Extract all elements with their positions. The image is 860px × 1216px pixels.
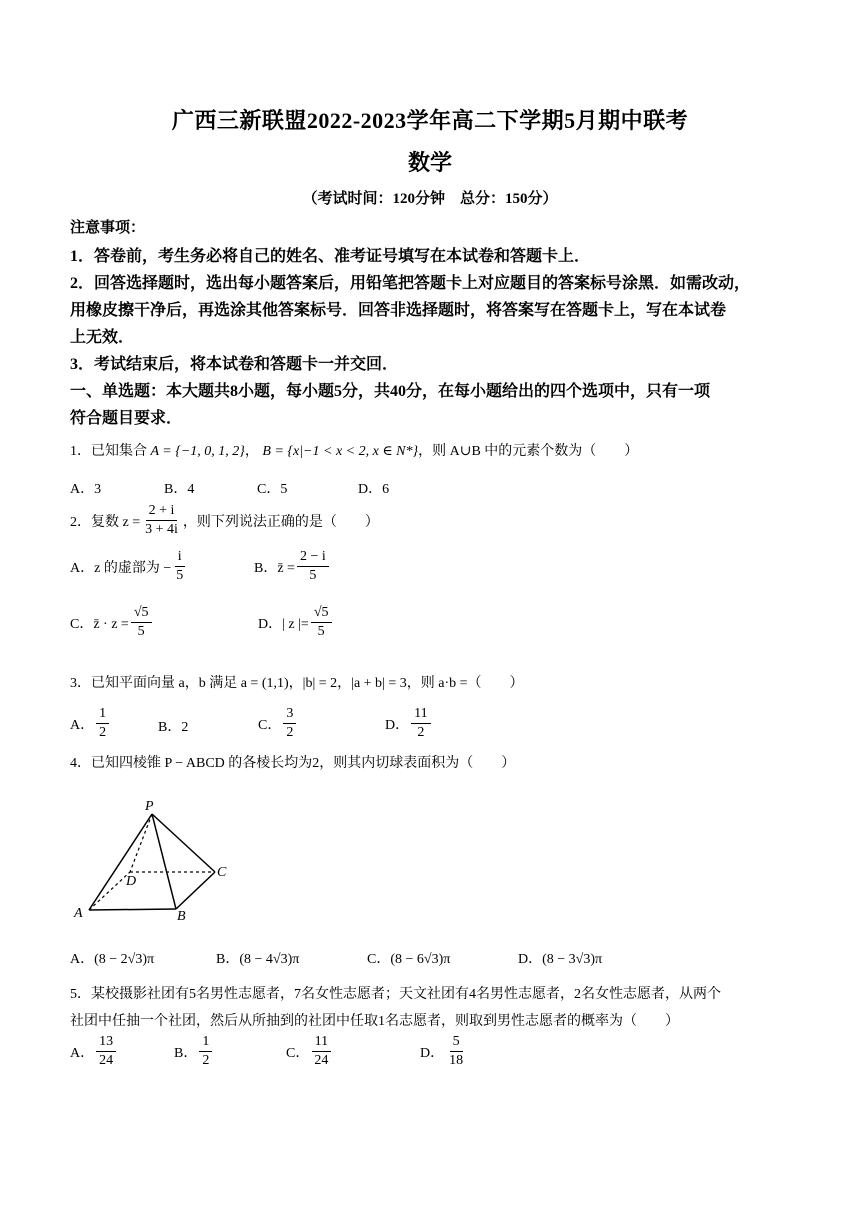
q4-option-a: A．(8 − 2√3)π [70, 952, 155, 967]
q5-option-d-den: 18 [449, 1053, 464, 1068]
q2-option-a [70, 548, 188, 585]
edge-pb [152, 814, 176, 909]
q3-option-a-den: 2 [99, 725, 107, 740]
note-item-3: 3．考试结束后，将本试卷和答题卡一并交回． [70, 356, 399, 373]
exam-info: （考试时间：120分钟 总分：150分） [302, 191, 558, 207]
q3-option-a-fraction [96, 705, 109, 742]
note-item-2-line2: 用橡皮擦干净后，再选涂其他答案标号．回答非选择题时，将答案写在答题卡上，写在本试卷 [70, 302, 727, 319]
q3-option-c-den: 2 [286, 725, 294, 740]
q2-option-c-num: √5 [131, 604, 152, 623]
q5-option-c [286, 1033, 333, 1070]
q1-option-c: C．5 [257, 482, 288, 497]
q2-option-c-fraction [131, 604, 152, 641]
q5-option-c-fraction [311, 1033, 331, 1070]
edge-bc [176, 872, 215, 909]
page-title: 广西三新联盟2022-2023学年高二下学期5月期中联考 [171, 108, 689, 133]
q5-option-b [174, 1033, 214, 1070]
q3-option-b: B．2 [158, 720, 189, 735]
q2-option-d-num: √5 [311, 604, 332, 623]
q2-prefix: 2．复数 z = [70, 514, 141, 530]
q2-option-c-text: C．z̄ · z = [70, 616, 129, 632]
q1-option-a: A．3 [70, 482, 102, 497]
subject-title: 数学 [407, 150, 452, 175]
q5-option-a-label: A． [70, 1045, 95, 1061]
q5-option-c-num: 11 [312, 1033, 331, 1052]
q2-option-a-text: A．z 的虚部为 − [70, 560, 172, 576]
q3-option-d-den: 2 [417, 725, 425, 740]
note-item-2-line3: 上无效． [70, 329, 135, 346]
q4-option-b: B．(8 − 4√3)π [216, 952, 300, 967]
q4-option-d: D．(8 − 3√3)π [518, 952, 603, 967]
q2-option-c [70, 604, 154, 641]
q5-option-b-den: 2 [202, 1053, 210, 1068]
q5-option-c-den: 24 [314, 1053, 329, 1068]
question-3: 3．已知平面向量 a，b 满足 a = (1,1)，|b| = 2，|a + b| = 3，则 a·b =（ ） [70, 676, 524, 691]
q1-set-b: B = {x|−1 < x < 2, x ∈ N*} [262, 444, 419, 459]
question-2 [70, 502, 379, 539]
q1-option-b: B．4 [164, 482, 195, 497]
q1-suffix: ，则 A∪B 中的元素个数为（ ） [418, 444, 639, 459]
q5-option-d-num: 5 [450, 1033, 463, 1052]
q5-option-d-label: D． [420, 1045, 445, 1061]
edge-pa [89, 814, 152, 910]
q3-option-c [258, 705, 298, 742]
q5-option-d-fraction [446, 1033, 466, 1070]
note-item-1: 1．答卷前，考生务必将自己的姓名、准考证号填写在本试卷和答题卡上． [70, 248, 591, 265]
q3-option-d-num: 11 [411, 705, 430, 724]
question-5-line2: 社团中任抽一个社团，然后从所抽到的社团中任取1名志愿者，则取到男性志愿者的概率为（ ） [70, 1014, 679, 1029]
q2-option-a-den: 5 [176, 568, 184, 583]
vertex-label-b: B [177, 909, 186, 922]
q2-option-d-fraction [311, 604, 332, 641]
q5-option-a [70, 1033, 118, 1070]
q2-option-a-num: i [175, 548, 185, 567]
q5-option-d [420, 1033, 468, 1070]
question-4: 4．已知四棱锥 P − ABCD 的各棱长均为2，则其内切球表面积为（ ） [70, 756, 516, 771]
q1-set-a: A = {−1, 0, 1, 2} [150, 444, 245, 459]
q3-option-d-label: D． [385, 717, 410, 733]
question-1: 1．已知集合 A = {−1, 0, 1, 2}， B = {x|−1 < x < 2, x ∈ N*}，则 A∪B 中的元素个数为（ ） [70, 444, 639, 459]
vertex-label-c: C [217, 865, 227, 880]
q2-fraction [142, 502, 181, 539]
q2-option-d-text: D．| z |= [258, 616, 309, 632]
q3-option-a-label: A． [70, 717, 95, 733]
q2-den: 3 + 4i [145, 522, 178, 537]
q1-prefix: 1．已知集合 [70, 444, 147, 459]
q5-option-a-den: 24 [99, 1053, 114, 1068]
q5-option-b-label: B． [174, 1045, 198, 1061]
vertex-label-p: P [145, 799, 154, 814]
q3-option-d-fraction [411, 705, 430, 742]
q2-option-a-fraction [173, 548, 186, 585]
q3-option-c-fraction [283, 705, 296, 742]
q3-option-c-num: 3 [283, 705, 296, 724]
q3-option-c-label: C． [258, 717, 282, 733]
q5-option-b-fraction [199, 1033, 212, 1070]
notes-heading: 注意事项： [70, 220, 146, 236]
q5-option-a-num: 13 [96, 1033, 116, 1052]
note-item-2-line1: 2．回答选择题时，选出每小题答案后，用铅笔把答题卡上对应题目的答案标号涂黑．如需改动， [70, 275, 751, 292]
q2-option-b-fraction [297, 548, 329, 585]
q2-option-b [254, 548, 331, 585]
vertex-label-d: D [126, 874, 137, 889]
q2-suffix: ，则下列说法正确的是（ ） [182, 514, 379, 530]
q5-option-b-num: 1 [199, 1033, 212, 1052]
q2-option-b-num: 2 − i [297, 548, 329, 567]
section-heading-line2: 符合题目要求． [70, 410, 183, 427]
q2-option-b-text: B．z̄ = [254, 560, 295, 576]
vertex-label-a: A [74, 906, 83, 921]
q2-option-d [258, 604, 334, 641]
q2-option-d-den: 5 [317, 624, 325, 639]
q3-option-a-num: 1 [96, 705, 109, 724]
q2-option-c-den: 5 [137, 624, 145, 639]
q5-option-c-label: C． [286, 1045, 310, 1061]
section-heading-line1: 一、单选题：本大题共8小题，每小题5分，共40分，在每小题给出的四个选项中，只有一项 [70, 383, 711, 400]
edge-pc [152, 814, 215, 872]
q2-option-b-den: 5 [309, 568, 317, 583]
q5-option-a-fraction [96, 1033, 116, 1070]
question-5-line1: 5．某校摄影社团有5名男性志愿者，7名女性志愿者；天文社团有4名男性志愿者，2名女性志愿者，从两个 [70, 987, 721, 1002]
q2-num: 2 + i [146, 502, 178, 521]
q1-option-d: D．6 [358, 482, 390, 497]
q3-option-d [385, 705, 433, 742]
edge-ab [89, 909, 176, 910]
pyramid-figure [70, 792, 240, 922]
q3-option-a [70, 705, 111, 742]
q4-option-c: C．(8 − 6√3)π [367, 952, 451, 967]
